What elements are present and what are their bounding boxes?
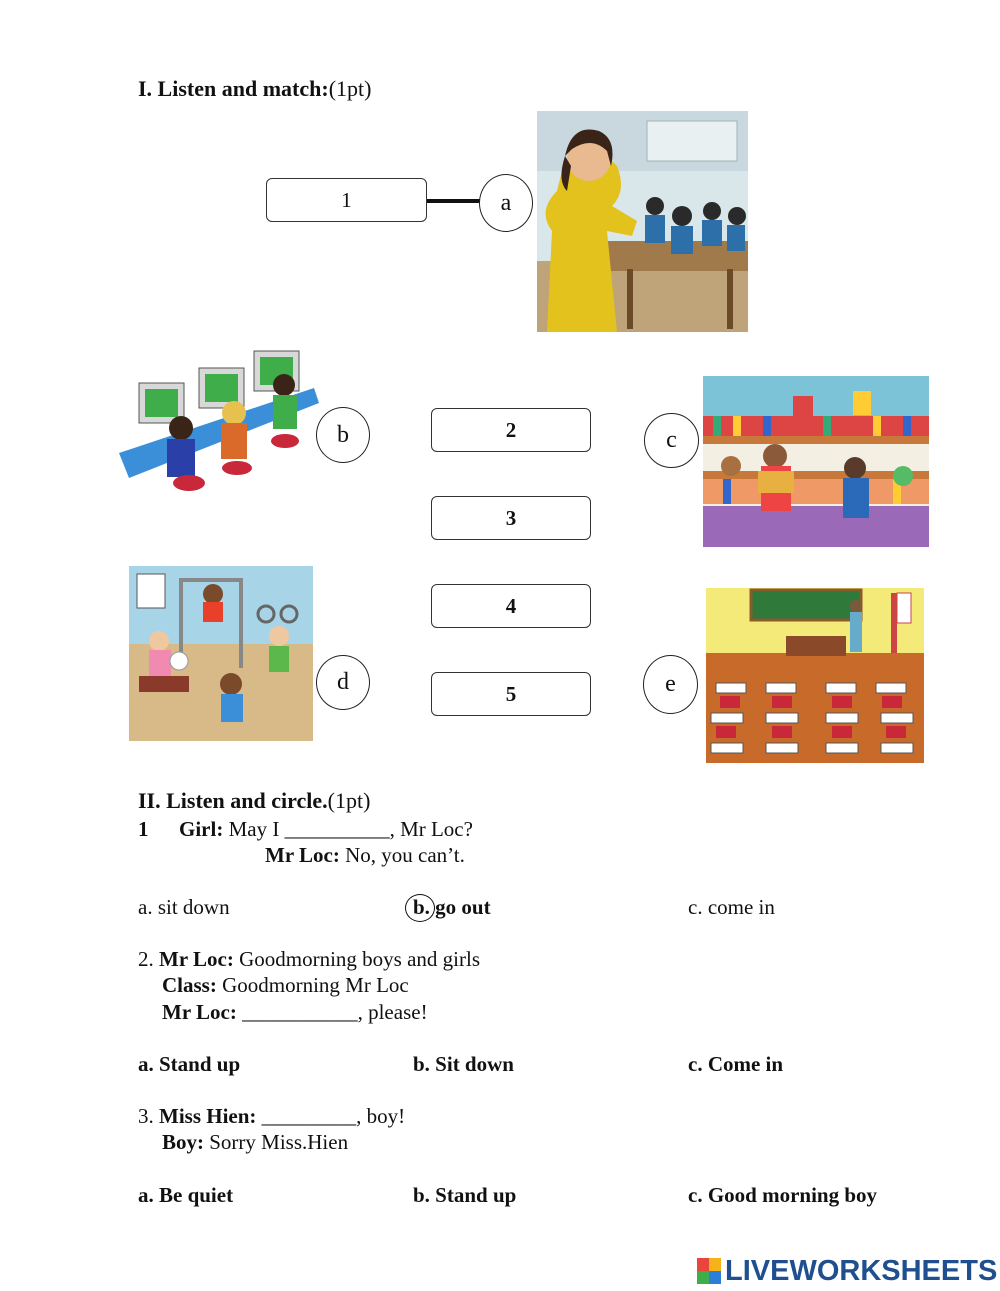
- letter-d-label: d: [337, 669, 349, 695]
- match-box-4[interactable]: [431, 584, 591, 628]
- q2-line2: Class: Goodmorning Mr Loc: [162, 973, 409, 997]
- q2-line1: 2. Mr Loc: Goodmorning boys and girls: [138, 947, 480, 971]
- picture-b-computer-room: [119, 343, 319, 518]
- picture-e-classroom: [706, 588, 924, 770]
- match-box-5[interactable]: [431, 672, 591, 716]
- match-box-2-label: 2: [505, 417, 517, 442]
- q3-option-a[interactable]: a. Be quiet: [138, 1183, 234, 1207]
- letter-c-label: c: [666, 427, 677, 453]
- q1-line2: Mr Loc: No, you can’t.: [265, 843, 465, 867]
- match-box-1[interactable]: [266, 178, 427, 222]
- q3-option-b[interactable]: b. Stand up: [413, 1183, 517, 1207]
- q2-option-b[interactable]: b. Sit down: [413, 1052, 514, 1076]
- letter-circle-a[interactable]: [479, 174, 533, 232]
- picture-c-library: [703, 376, 929, 547]
- q2-line3: Mr Loc: ___________, please!: [162, 1000, 428, 1024]
- q2-option-c[interactable]: c. Come in: [688, 1052, 784, 1076]
- letter-e-label: e: [665, 671, 676, 697]
- match-box-5-label: 5: [505, 681, 517, 706]
- letter-b-label: b: [337, 421, 349, 448]
- section-2-title: II. Listen and circle.(1pt): [138, 788, 371, 813]
- q1-selected-answer-circle: [405, 894, 435, 922]
- liveworksheets-logo: [697, 1253, 997, 1289]
- logo-text: LIVEWORKSHEETS: [725, 1254, 998, 1287]
- match-box-1-label: 1: [341, 187, 352, 212]
- liveworksheets-logo-icon: [697, 1258, 721, 1284]
- q1-option-c[interactable]: c. come in: [688, 895, 775, 919]
- letter-circle-c[interactable]: [644, 413, 699, 468]
- q3-line1: 3. Miss Hien: _________, boy!: [138, 1104, 406, 1128]
- letter-circle-e[interactable]: [643, 655, 698, 714]
- match-box-2[interactable]: [431, 408, 591, 452]
- match-box-3[interactable]: [431, 496, 591, 540]
- q3-line2: Boy: Sorry Miss.Hien: [162, 1130, 349, 1154]
- picture-d-gym: [129, 566, 313, 741]
- q1-option-a[interactable]: a. sit down: [138, 895, 230, 919]
- example-connector-line: [427, 199, 480, 203]
- q1-option-b[interactable]: b. go out: [413, 895, 491, 919]
- section-1-title: I. Listen and match:(1pt): [138, 76, 372, 101]
- q2-option-a[interactable]: a. Stand up: [138, 1052, 241, 1076]
- q1-number: 1: [138, 817, 149, 841]
- q1-line1: Girl: May I __________, Mr Loc?: [179, 817, 473, 841]
- letter-circle-d[interactable]: [316, 655, 370, 710]
- letter-a-label: a: [500, 189, 512, 216]
- match-box-4-label: 4: [505, 593, 517, 618]
- match-box-3-label: 3: [505, 505, 517, 530]
- q3-option-c[interactable]: c. Good morning boy: [688, 1183, 878, 1207]
- letter-circle-b[interactable]: [316, 407, 370, 463]
- picture-a-teacher-classroom: [537, 111, 748, 332]
